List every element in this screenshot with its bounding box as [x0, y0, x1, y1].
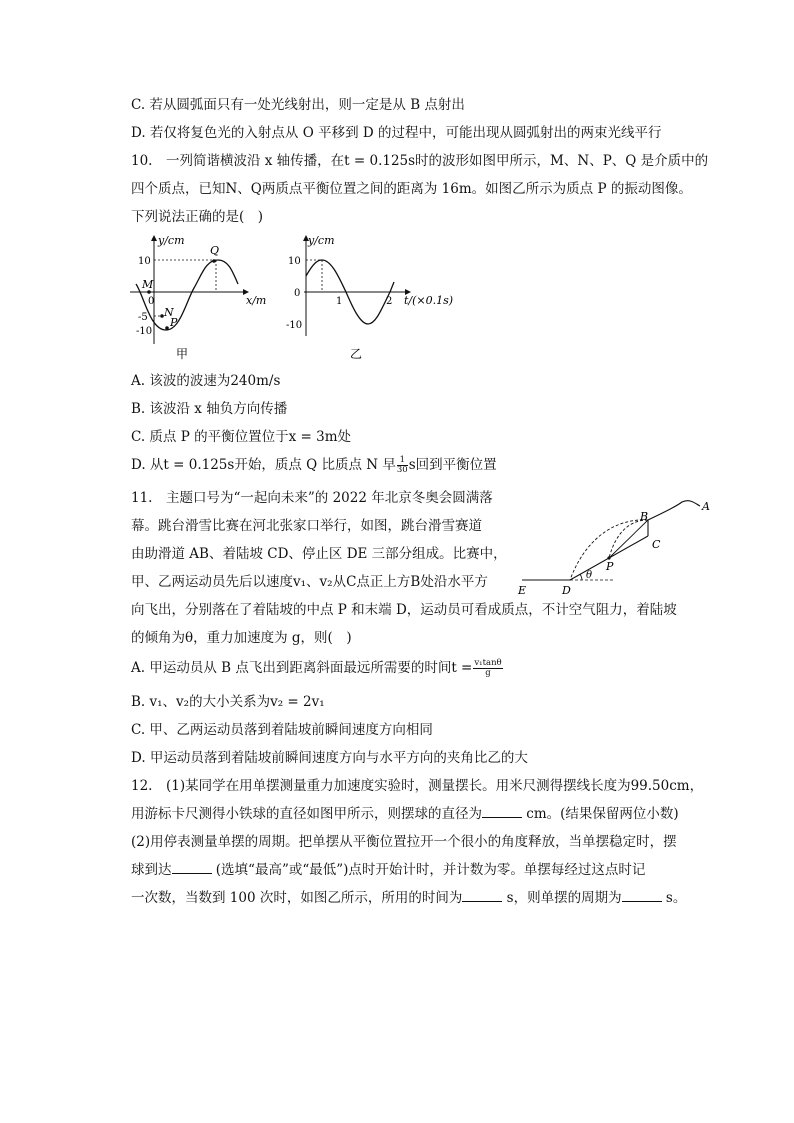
q12-position-blank[interactable]: [172, 861, 212, 874]
q12-line5-mid: s，则单摆的周期为: [502, 890, 622, 906]
wave-curve: [136, 260, 238, 330]
wave-caption: 甲: [176, 347, 189, 361]
vib-caption: 乙: [350, 347, 363, 361]
ski-label-a: A: [702, 500, 710, 513]
ski-label-e: E: [518, 584, 527, 597]
q12-line2-pre: 用游标卡尺测得小铁球的直径如图甲所示，则摆球的直径为: [131, 806, 482, 822]
ski-label-theta: θ: [586, 570, 593, 581]
wave-label-m: M: [142, 278, 154, 291]
q11-stem-line6: 的倾角为θ，重力加速度为 g，则( ): [131, 630, 352, 646]
wave-x-label: x/m: [246, 294, 267, 307]
q11-option-a-denominator: g: [485, 668, 491, 678]
q9-option-d: D. 若仅将复色光的入射点从 O 平移到 D 的过程中，可能出现从圆弧射出的两束光线平行: [131, 125, 662, 141]
q10-stem-line2: 四个质点，已知N、Q两质点平衡位置之间的距离为 16m。如图乙所示为质点 P 的振动图像。: [131, 181, 692, 197]
q12-time-blank[interactable]: [462, 889, 502, 902]
wave-tick-minus5: -5: [138, 312, 148, 323]
q11-option-c: C. 甲、乙两运动员落到着陆坡前瞬间速度方向相同: [131, 722, 433, 738]
q12-line4-pre: 球到达: [131, 862, 172, 878]
wave-tick-10: 10: [138, 256, 151, 267]
ski-inrun-ab: [648, 501, 700, 520]
q12-line4-post: (选填“最高”或“最低”)点时开始计时，并计数为零。单摆每经过这点时记: [211, 862, 646, 878]
q10-option-a: A. 该波的波速为240m/s: [131, 373, 281, 389]
ski-angle-arc: [580, 574, 582, 580]
q12-line2: [131, 805, 679, 823]
wave-label-p: P: [170, 316, 178, 329]
vib-tick-2: 2: [386, 296, 393, 307]
q11-stem-line2: 幕。跳台滑雪比赛在河北张家口举行，如图，跳台滑雪赛道: [131, 518, 482, 534]
wave-tick-minus10: -10: [136, 326, 153, 337]
wave-point-q: [212, 259, 216, 263]
q11-option-d: D. 甲运动员落到着陆坡前瞬间速度方向与水平方向的夹角比乙的大: [131, 750, 528, 766]
q12-line5-post: s。: [661, 890, 687, 906]
q11-figure-ski-jump: [514, 496, 714, 598]
q12-line5-pre: 一次数，当数到 100 次时，如图乙所示，所用的时间为: [131, 890, 463, 906]
q12-line5: [131, 889, 686, 907]
q10-figure-wave: [128, 232, 278, 362]
wave-tick-0: 0: [148, 296, 155, 307]
vib-tick-0: 0: [294, 288, 301, 299]
q12-diameter-blank[interactable]: [482, 805, 522, 818]
vib-tick-1: 1: [336, 296, 343, 307]
q11-stem-line5: 向飞出，分别落在了着陆坡的中点 P 和末端 D，运动员可看成质点，不计空气阻力，着陆坡: [131, 602, 677, 618]
wave-y-label: y/cm: [158, 234, 185, 247]
q11-stem-line4: 甲、乙两运动员先后以速度v₁、v₂从C点正上方B处沿水平方: [131, 574, 488, 590]
q11-option-b: B. v₁、v₂的大小关系为v₂ = 2v₁: [131, 694, 325, 710]
q10-option-d-pre: D. 从t = 0.125s开始，质点 Q 比质点 N 早: [131, 457, 396, 473]
vib-tick-minus10: -10: [286, 320, 303, 331]
vib-x-label: t/(×0.1s): [404, 294, 454, 307]
q9-option-c: C. 若从圆弧面只有一处光线射出，则一定是从 B 点射出: [131, 97, 465, 113]
wave-point-p: [165, 326, 169, 330]
q10-option-c: C. 质点 P 的平衡位置位于x = 3m处: [131, 429, 351, 445]
q11-option-a-pre: A. 甲运动员从 B 点飞出到距离斜面最远所需要的时间t =: [131, 660, 473, 676]
ski-label-d: D: [562, 584, 571, 597]
q11-option-a: [131, 659, 504, 678]
q12-line2-post: cm。(结果保留两位小数): [522, 806, 679, 822]
vib-tick-10: 10: [288, 256, 301, 267]
q10-option-d-denominator: 30: [396, 465, 408, 475]
q12-period-blank[interactable]: [622, 889, 662, 902]
ski-label-p: P: [606, 560, 614, 573]
wave-label-n: N: [164, 306, 174, 319]
q12-line1: 12. (1)某同学在用单摆测量重力加速度实验时，测量摆长。用米尺测得摆线长度为99.50cm，: [131, 778, 704, 794]
q10-stem-line1: 10. 一列简谐横波沿 x 轴传播，在t = 0.125s时的波形如图甲所示，M、N、P、Q 是介质中的: [131, 153, 709, 169]
vib-y-label: y/cm: [308, 234, 335, 247]
wave-label-q: Q: [210, 244, 220, 257]
q11-option-a-fraction: [473, 659, 502, 678]
q10-option-d-numerator: 1: [397, 456, 408, 466]
q10-option-b: B. 该波沿 x 轴负方向传播: [131, 401, 288, 417]
ski-label-c: C: [652, 538, 661, 551]
ski-label-b: B: [640, 510, 649, 523]
q10-option-d-fraction: [397, 456, 408, 475]
q11-stem-line3: 由助滑道 AB、着陆坡 CD、停止区 DE 三部分组成。比赛中，: [131, 546, 507, 562]
q11-stem-line1: 11. 主题口号为“一起向未来”的 2022 年北京冬奥会圆满落: [131, 490, 493, 506]
q10-option-d: [131, 456, 497, 475]
q11-option-a-numerator: v₁tanθ: [474, 658, 502, 668]
q10-stem-line3: 下列说法正确的是( ): [131, 209, 264, 225]
q12-line3: (2)用停表测量单摆的周期。把单摆从平衡位置拉开一个很小的角度释放，当单摆稳定时，摆: [131, 834, 677, 850]
q10-option-d-post: s回到平衡位置: [408, 457, 497, 473]
q10-figure-vibration: [284, 232, 464, 362]
q12-line4: [131, 861, 645, 879]
